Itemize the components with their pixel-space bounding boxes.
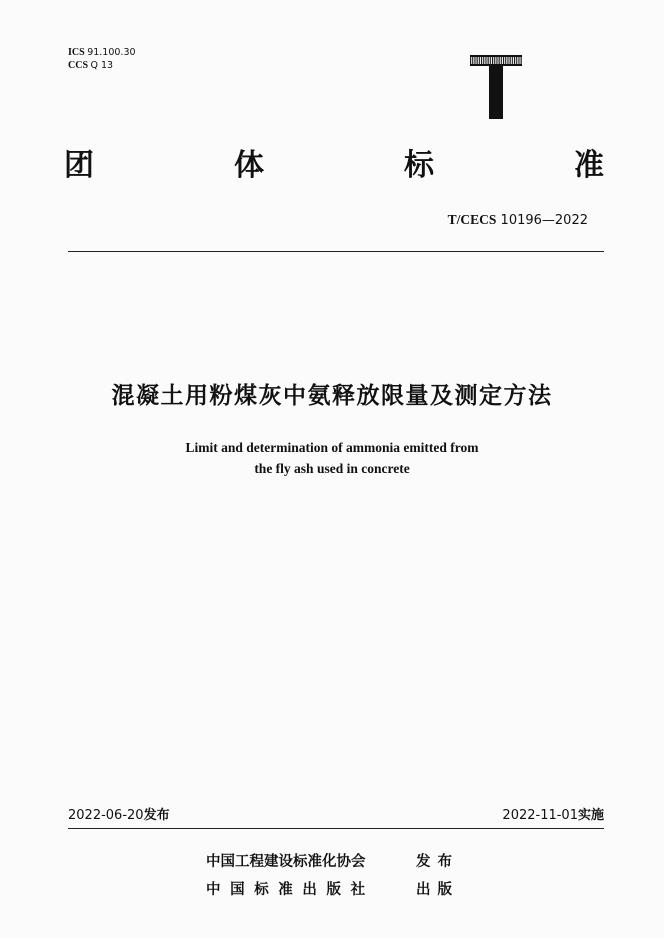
- standard-type-heading: [64, 148, 604, 184]
- press-row: [206, 876, 459, 904]
- issuer-row: [206, 848, 459, 876]
- date-row: [68, 808, 604, 824]
- standard-type-char: 团: [64, 148, 94, 183]
- ccs-label: CCS: [68, 60, 89, 71]
- standard-type-t-logo: [470, 55, 522, 119]
- ics-label: ICS: [68, 47, 85, 58]
- ccs-code-line: [68, 59, 136, 72]
- issue-label: 发布: [143, 808, 170, 823]
- press-action: 出版: [416, 882, 459, 898]
- standard-type-char: 体: [234, 148, 264, 183]
- publisher-block: [206, 848, 459, 904]
- standard-number-prefix: T/CECS: [447, 212, 497, 227]
- ics-code: 91.100.30: [87, 47, 136, 58]
- title-chinese: 混凝土用粉煤灰中氨释放限量及测定方法: [111, 383, 553, 409]
- issue-date-block: [68, 808, 170, 824]
- standard-number-digits: 10196—2022: [500, 213, 588, 228]
- t-logo-stem: [489, 66, 503, 119]
- title-english: [0, 437, 664, 479]
- issuer-name: 中国工程建设标准化协会: [206, 854, 366, 870]
- bottom-divider: [68, 828, 604, 829]
- implement-label: 实施: [577, 808, 604, 823]
- title-english-line: the fly ash used in concrete: [254, 461, 410, 476]
- standard-number: [448, 212, 588, 228]
- standard-type-char: 准: [574, 148, 604, 183]
- press-name: 中国标准出版社: [206, 882, 375, 898]
- implement-date-block: [502, 808, 604, 824]
- issue-date: 2022-06-20: [68, 808, 144, 823]
- ccs-code: Q 13: [90, 60, 114, 71]
- title-english-line: Limit and determination of ammonia emitted from: [185, 440, 479, 455]
- top-divider: [68, 251, 604, 252]
- ics-code-line: [68, 46, 136, 59]
- issuer-action: 发布: [416, 854, 459, 870]
- implement-date: 2022-11-01: [502, 808, 578, 823]
- standard-type-char: 标: [404, 148, 434, 183]
- classification-codes: [68, 46, 136, 72]
